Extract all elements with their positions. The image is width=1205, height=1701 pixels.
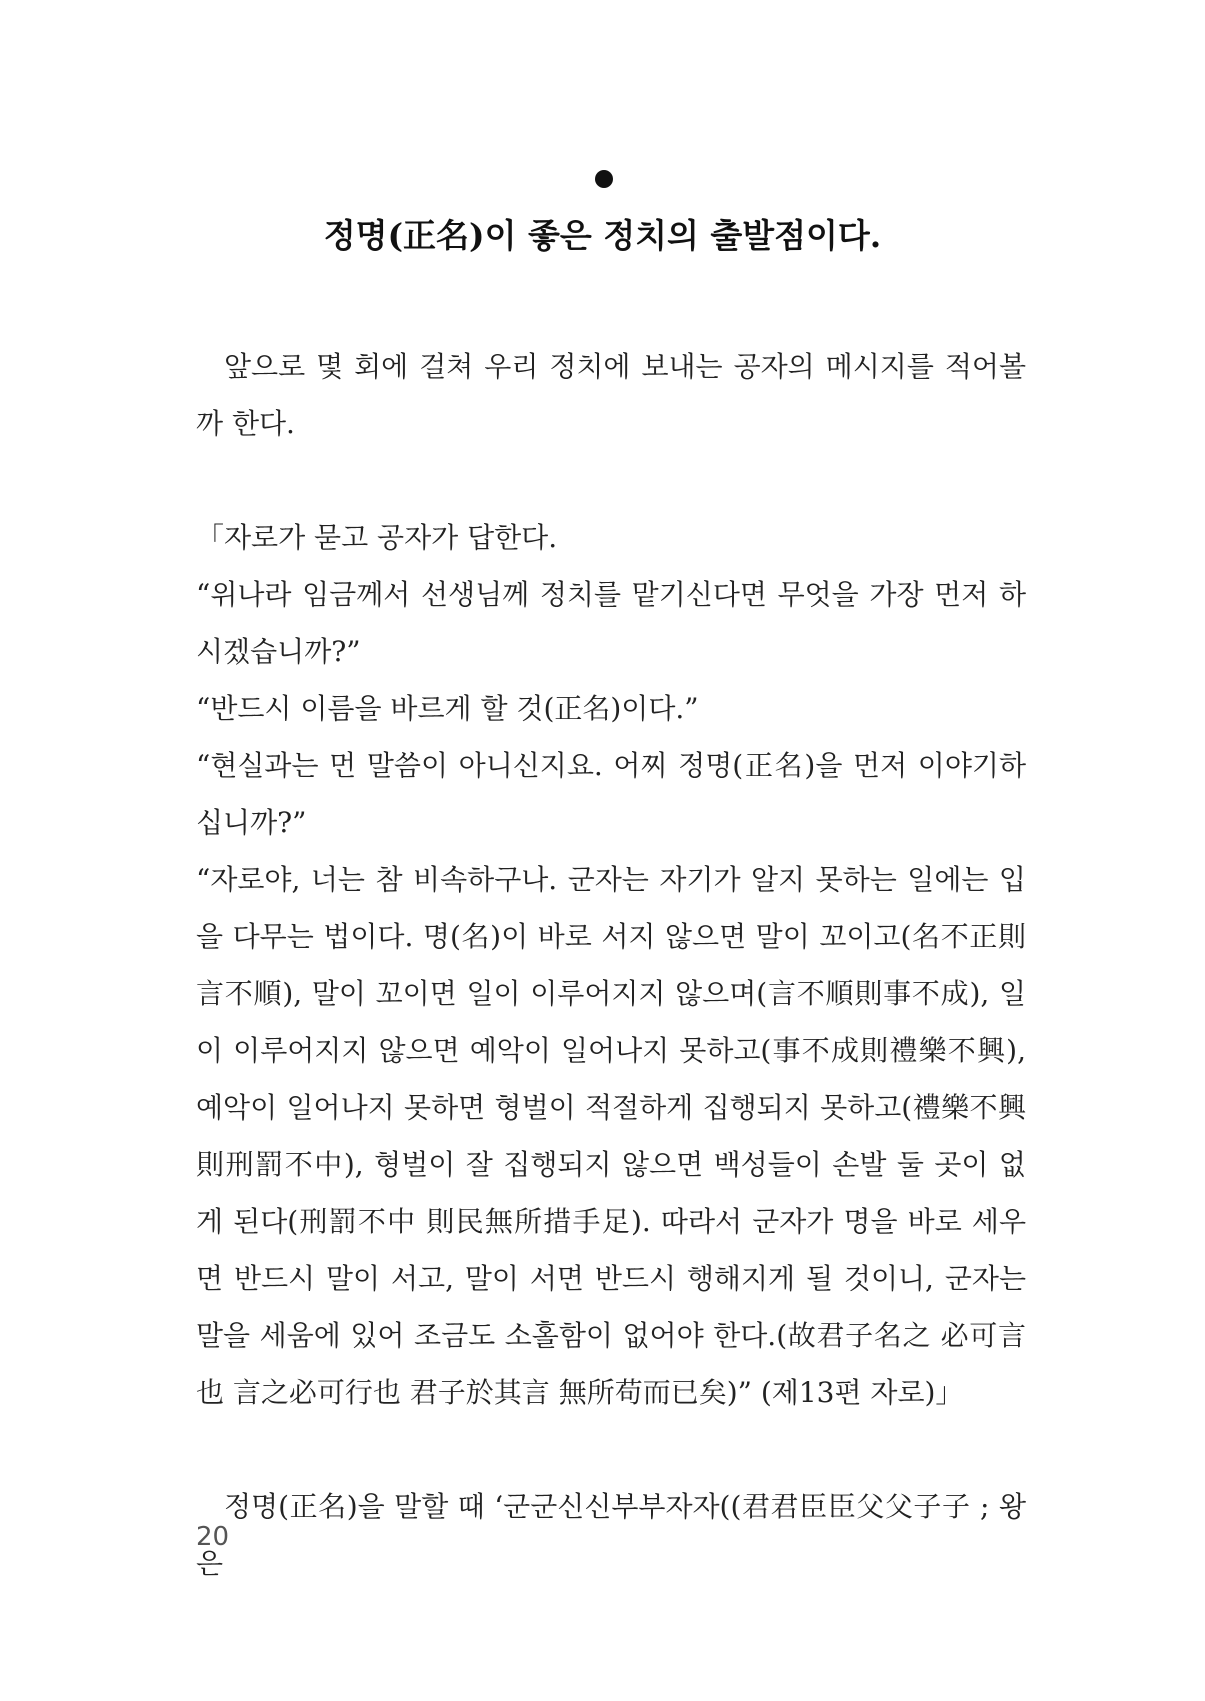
paragraph-question-1: “위나라 임금께서 선생님께 정치를 맡기신다면 무엇을 가장 먼저 하시겠습니까?” bbox=[196, 578, 1026, 668]
paragraph-intro: 앞으로 몇 회에 걸쳐 우리 정치에 보내는 공자의 메시지를 적어볼까 한다. bbox=[196, 350, 1026, 440]
paragraph-spacer bbox=[196, 1421, 1026, 1478]
paragraph-answer-2: “자로야, 너는 참 비속하구나. 군자는 자기가 알지 못하는 일에는 입을 다무는 법이다. 명(名)이 바로 서지 않으면 말이 꼬이고(名不正則言不順), 말이 꼬이면 일이 이루어지지 않으며(言不順則事不成), 일이 이루어지지 않으면 예악이 일어나지 못하고(事不成則禮樂不興), 예악이 일어나지 못하면 형벌이 적절하게 집행되지 못하고(禮樂不興 則刑罰不中), 형벌이 잘 집행되지 않으면 백성들이 손발 둘 곳이 없게 된다(刑罰不中 則民無所措手足). 따라서 군자가 명을 바로 세우면 반드시 말이 서고, 말이 서면 반드시 행해지게 될 것이니, 군자는 말을 세움에 있어 조금도 소홀함이 없어야 한다.(故君子名之 必可言也 言之必可行也 君子於其言 無所苟而已矣)” (제13편 자로)」 bbox=[196, 863, 1026, 1409]
bullet-icon bbox=[595, 170, 613, 188]
page-number: 20 bbox=[196, 1522, 230, 1552]
body-text bbox=[196, 338, 1026, 1592]
paragraph-spacer bbox=[196, 452, 1026, 509]
paragraph-answer-1: “반드시 이름을 바르게 할 것(正名)이다.” bbox=[196, 692, 699, 725]
paragraph-quote-open: 「자로가 묻고 공자가 답한다. bbox=[196, 521, 558, 554]
page-title: 정명(正名)이 좋은 정치의 출발점이다. bbox=[323, 216, 882, 255]
paragraph-closing: 정명(正名)을 말할 때 ‘군군신신부부자자((君君臣臣父父子子 ; 왕은 bbox=[196, 1490, 1026, 1580]
paragraph-question-2: “현실과는 먼 말씀이 아니신지요. 어찌 정명(正名)을 먼저 이야기하십니까?” bbox=[196, 749, 1026, 839]
